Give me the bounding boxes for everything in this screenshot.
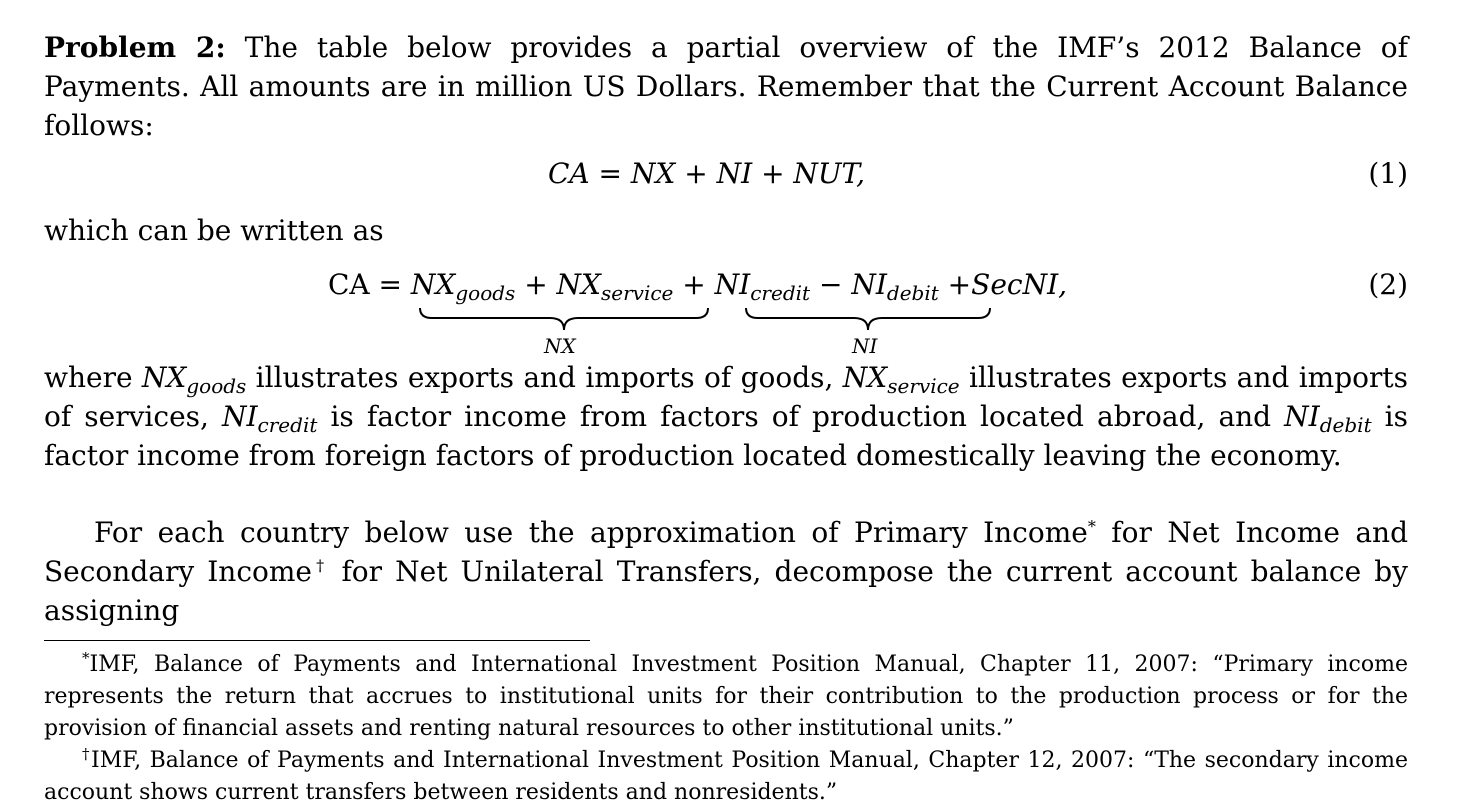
- where-text-5: is factor income from foreign factors of production located domestically leaving the economy.: [44, 400, 1409, 472]
- footnote-ref-2: †: [311, 556, 329, 575]
- equation-1: [44, 145, 1408, 207]
- where-text-4: is factor income from factors of production located abroad, and: [317, 400, 1285, 433]
- equation-1-number: (1): [1368, 157, 1408, 190]
- document-page: [44, 28, 1408, 809]
- problem-label: Problem 2:: [44, 31, 226, 64]
- footnote-1-text: IMF, Balance of Payments and International Investment Position Manual, Chapter 11, 2007: “Primary income represents the return that accrues to institutional units for their contribution to the production process or for the provision of financial assets and renting natural resources to other institutional units.”: [44, 652, 1408, 741]
- problem-intro: [44, 28, 1408, 145]
- footnote-2-mark: †: [82, 745, 92, 763]
- nx-brace: [418, 306, 710, 332]
- where-text-2: illustrates exports and imports of goods,: [246, 361, 843, 394]
- footnote-ref-1: *: [1087, 517, 1096, 536]
- ni-debit-symbol: $NI_{debit}$: [1284, 400, 1372, 437]
- equation-2: [44, 250, 1408, 358]
- instructions-text-1: For each country below use the approximation of Primary Income: [94, 516, 1088, 549]
- instructions-paragraph: [44, 513, 1408, 630]
- where-text-3: illustrates exports and imports of services,: [44, 361, 1408, 433]
- nx-goods-symbol: $NX_{goods}$: [141, 361, 247, 398]
- equation-1-formula: CA = NX + NI + NUT,: [548, 157, 865, 190]
- equation-2-formula: CA = $NX_{goods} + NX_{service} + NI_{credit} - NI_{debit}$ +SecNI,: [328, 268, 1068, 305]
- ni-credit-symbol: $NI_{credit}$: [221, 400, 318, 437]
- footnote-1: [44, 649, 1408, 745]
- nx-service-symbol: $NX_{service}$: [842, 361, 960, 398]
- intro-line-2: All amounts are in million US Dollars. Remember that the Current Account Balance follows:: [44, 70, 1408, 142]
- footnote-rule: [44, 640, 590, 641]
- footnote-2: [44, 745, 1408, 809]
- ni-brace-label: NI: [852, 334, 878, 358]
- instructions-text-2: for Net Income and Secondary Income: [44, 516, 1408, 588]
- footnote-1-mark: *: [82, 649, 90, 667]
- nx-brace-label: NX: [544, 334, 576, 358]
- which-text: which can be written as: [44, 214, 384, 247]
- ni-brace: [744, 306, 992, 332]
- where-text-1: where: [44, 361, 142, 394]
- footnote-2-text: IMF, Balance of Payments and International Investment Position Manual, Chapter 12, 2007: “The secondary income account shows current transfers between residents and nonresidents.”: [44, 748, 1408, 805]
- instructions-text-3: for Net Unilateral Transfers, decompose the current account balance by assigning: [44, 555, 1408, 627]
- where-paragraph: [44, 358, 1408, 475]
- intro-line-1: The table below provides a partial overview of the IMF’s 2012 Balance of Payments.: [44, 31, 1408, 103]
- equation-2-number: (2): [1368, 268, 1408, 301]
